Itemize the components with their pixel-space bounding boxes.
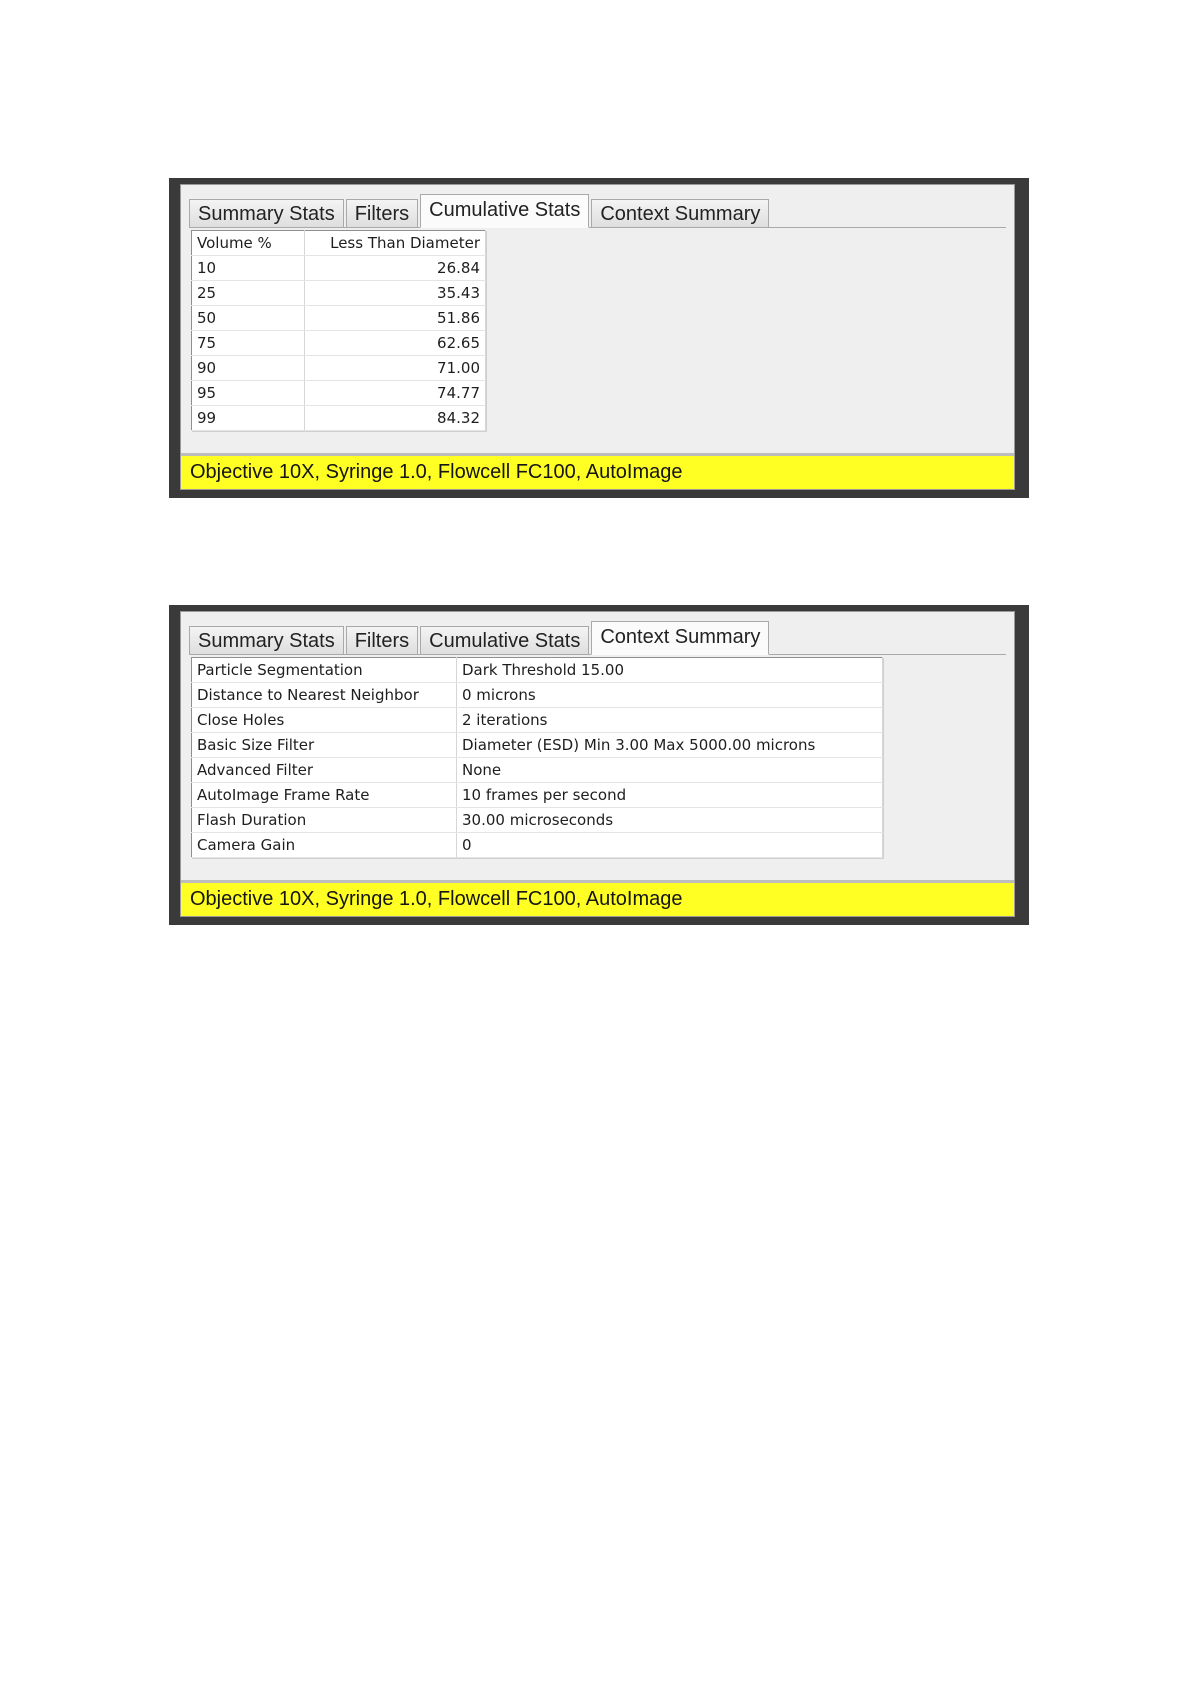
diameter-cell: 71.00	[305, 356, 486, 381]
table-header-row	[192, 231, 486, 256]
table-row[interactable]	[192, 808, 883, 833]
diameter-cell: 62.65	[305, 331, 486, 356]
setting-label: Particle Segmentation	[192, 658, 457, 683]
table-row[interactable]	[192, 356, 486, 381]
diameter-cell: 26.84	[305, 256, 486, 281]
panel-body	[180, 184, 1015, 490]
volume-cell: 25	[192, 281, 305, 306]
table-row[interactable]	[192, 331, 486, 356]
tab-cumulative-stats[interactable]: Cumulative Stats	[420, 626, 589, 654]
setting-value: 2 iterations	[457, 708, 883, 733]
volume-cell: 90	[192, 356, 305, 381]
setting-value: 30.00 microseconds	[457, 808, 883, 833]
diameter-cell: 84.32	[305, 406, 486, 431]
tab-context-summary[interactable]: Context Summary	[591, 199, 769, 227]
tab-cumulative-stats[interactable]: Cumulative Stats	[420, 194, 589, 228]
panel-body	[180, 611, 1015, 917]
setting-label: Camera Gain	[192, 833, 457, 858]
setting-label: Distance to Nearest Neighbor	[192, 683, 457, 708]
table-row[interactable]	[192, 256, 486, 281]
setting-value: 0	[457, 833, 883, 858]
volume-cell: 75	[192, 331, 305, 356]
setting-label: Flash Duration	[192, 808, 457, 833]
diameter-cell: 51.86	[305, 306, 486, 331]
context-summary-panel	[169, 605, 1029, 925]
table-row[interactable]	[192, 406, 486, 431]
tab-filters[interactable]: Filters	[346, 626, 418, 654]
setting-label: Close Holes	[192, 708, 457, 733]
diameter-cell: 74.77	[305, 381, 486, 406]
tab-bar	[189, 620, 1006, 655]
cumulative-stats-table	[191, 230, 486, 431]
setting-value: Diameter (ESD) Min 3.00 Max 5000.00 microns	[457, 733, 883, 758]
setting-label: Basic Size Filter	[192, 733, 457, 758]
volume-cell: 99	[192, 406, 305, 431]
cumulative-stats-panel	[169, 178, 1029, 498]
status-bar: Objective 10X, Syringe 1.0, Flowcell FC100, AutoImage	[181, 453, 1014, 489]
context-summary-table	[191, 657, 883, 858]
volume-cell: 10	[192, 256, 305, 281]
setting-value: Dark Threshold 15.00	[457, 658, 883, 683]
less-than-diameter-header: Less Than Diameter	[305, 231, 486, 256]
tab-context-summary[interactable]: Context Summary	[591, 621, 769, 655]
table-row[interactable]	[192, 281, 486, 306]
setting-label: Advanced Filter	[192, 758, 457, 783]
table-row[interactable]	[192, 381, 486, 406]
table-row[interactable]	[192, 658, 883, 683]
table-row[interactable]	[192, 306, 486, 331]
volume-cell: 50	[192, 306, 305, 331]
tab-filters[interactable]: Filters	[346, 199, 418, 227]
diameter-cell: 35.43	[305, 281, 486, 306]
volume-percent-header: Volume %	[192, 231, 305, 256]
status-bar: Objective 10X, Syringe 1.0, Flowcell FC100, AutoImage	[181, 880, 1014, 916]
table-row[interactable]	[192, 783, 883, 808]
table-row[interactable]	[192, 683, 883, 708]
table-row[interactable]	[192, 733, 883, 758]
setting-value: 0 microns	[457, 683, 883, 708]
tab-summary-stats[interactable]: Summary Stats	[189, 199, 344, 227]
table-row[interactable]	[192, 708, 883, 733]
tab-summary-stats[interactable]: Summary Stats	[189, 626, 344, 654]
volume-cell: 95	[192, 381, 305, 406]
setting-value: 10 frames per second	[457, 783, 883, 808]
tab-bar	[189, 193, 1006, 228]
setting-label: AutoImage Frame Rate	[192, 783, 457, 808]
table-row[interactable]	[192, 833, 883, 858]
table-row[interactable]	[192, 758, 883, 783]
setting-value: None	[457, 758, 883, 783]
